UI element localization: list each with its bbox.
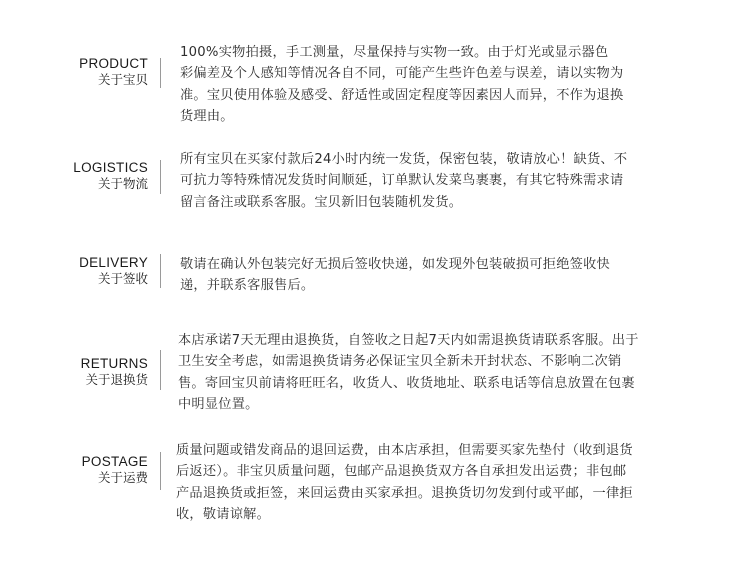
section-title-cn: 关于签收 — [97, 271, 148, 286]
section-divider — [160, 452, 161, 490]
text-line: 本店承诺7天无理由退换货，自签收之日起7天内如需退换货请联系客服。出于 — [178, 333, 639, 348]
section-postage-heading — [82, 454, 148, 486]
text-line: 彩偏差及个人感知等情况各自不同，可能产生些许色差与误差，请以实物为 — [180, 66, 624, 82]
section-product-text — [180, 42, 623, 127]
section-delivery-heading — [79, 255, 148, 287]
text-line: 售。寄回宝贝前请将旺旺名，收货人、收货地址、联系电话等信息放置在包裹 — [178, 375, 635, 391]
section-divider — [160, 350, 161, 390]
text-line: 产品退换货或拒签，来回运费由买家承担。退换货切勿发到付或平邮，一律拒 — [176, 485, 633, 501]
section-title-en: DELIVERY — [79, 255, 148, 270]
section-title-en: RETURNS — [80, 356, 148, 371]
text-line: 所有宝贝在买家付款后24小时内统一发货，保密包装，敬请放心！缺货、不 — [180, 152, 628, 167]
section-title-cn: 关于退换货 — [85, 372, 148, 387]
section-title-en: POSTAGE — [81, 454, 148, 469]
section-title-cn: 关于宝贝 — [97, 72, 148, 87]
text-line: 100%实物拍摄，手工测量，尽量保持与实物一致。由于灯光或显示器色 — [180, 45, 609, 60]
text-line: 中明显位置。 — [178, 396, 259, 412]
text-line: 后返还）。非宝贝质量问题，包邮产品退换货双方各自承担发出运费；非包邮 — [176, 464, 627, 480]
section-divider — [160, 160, 161, 194]
text-line: 收，敬请谅解。 — [176, 506, 271, 522]
section-divider — [160, 58, 161, 88]
text-line: 准。宝贝使用体验及感受、舒适性或固定程度等因素因人而异，不作为退换 — [180, 87, 624, 103]
text-line: 质量问题或错发商品的退回运费，由本店承担，但需要买家先垫付（收到退货 — [176, 443, 633, 458]
section-postage-text — [176, 440, 633, 525]
text-line: 留言备注或联系客服。宝贝新旧包装随机发货。 — [180, 194, 463, 210]
text-line: 敬请在确认外包装完好无损后签收快递，如发现外包装破损可拒绝签收快 — [180, 257, 610, 272]
section-logistics-heading — [73, 160, 148, 192]
section-title-cn: 关于运费 — [97, 470, 148, 485]
text-line: 可抗力等特殊情况发货时间顺延，订单默认发菜鸟裹裹，有其它特殊需求请 — [180, 173, 624, 189]
section-returns-text — [178, 330, 639, 415]
text-line: 货理由。 — [180, 108, 234, 124]
section-divider — [160, 254, 161, 288]
section-title-en: PRODUCT — [79, 56, 148, 71]
text-line: 递，并联系客服售后。 — [180, 278, 315, 294]
section-logistics-text — [180, 149, 627, 213]
section-title-en: LOGISTICS — [73, 160, 148, 175]
section-returns-heading — [81, 356, 148, 388]
section-product-heading — [79, 56, 148, 88]
text-line: 卫生安全考虑，如需退换货请务必保证宝贝全新未开封状态、不影响二次销 — [178, 354, 622, 370]
section-delivery-text — [180, 254, 610, 297]
section-title-cn: 关于物流 — [97, 176, 148, 191]
